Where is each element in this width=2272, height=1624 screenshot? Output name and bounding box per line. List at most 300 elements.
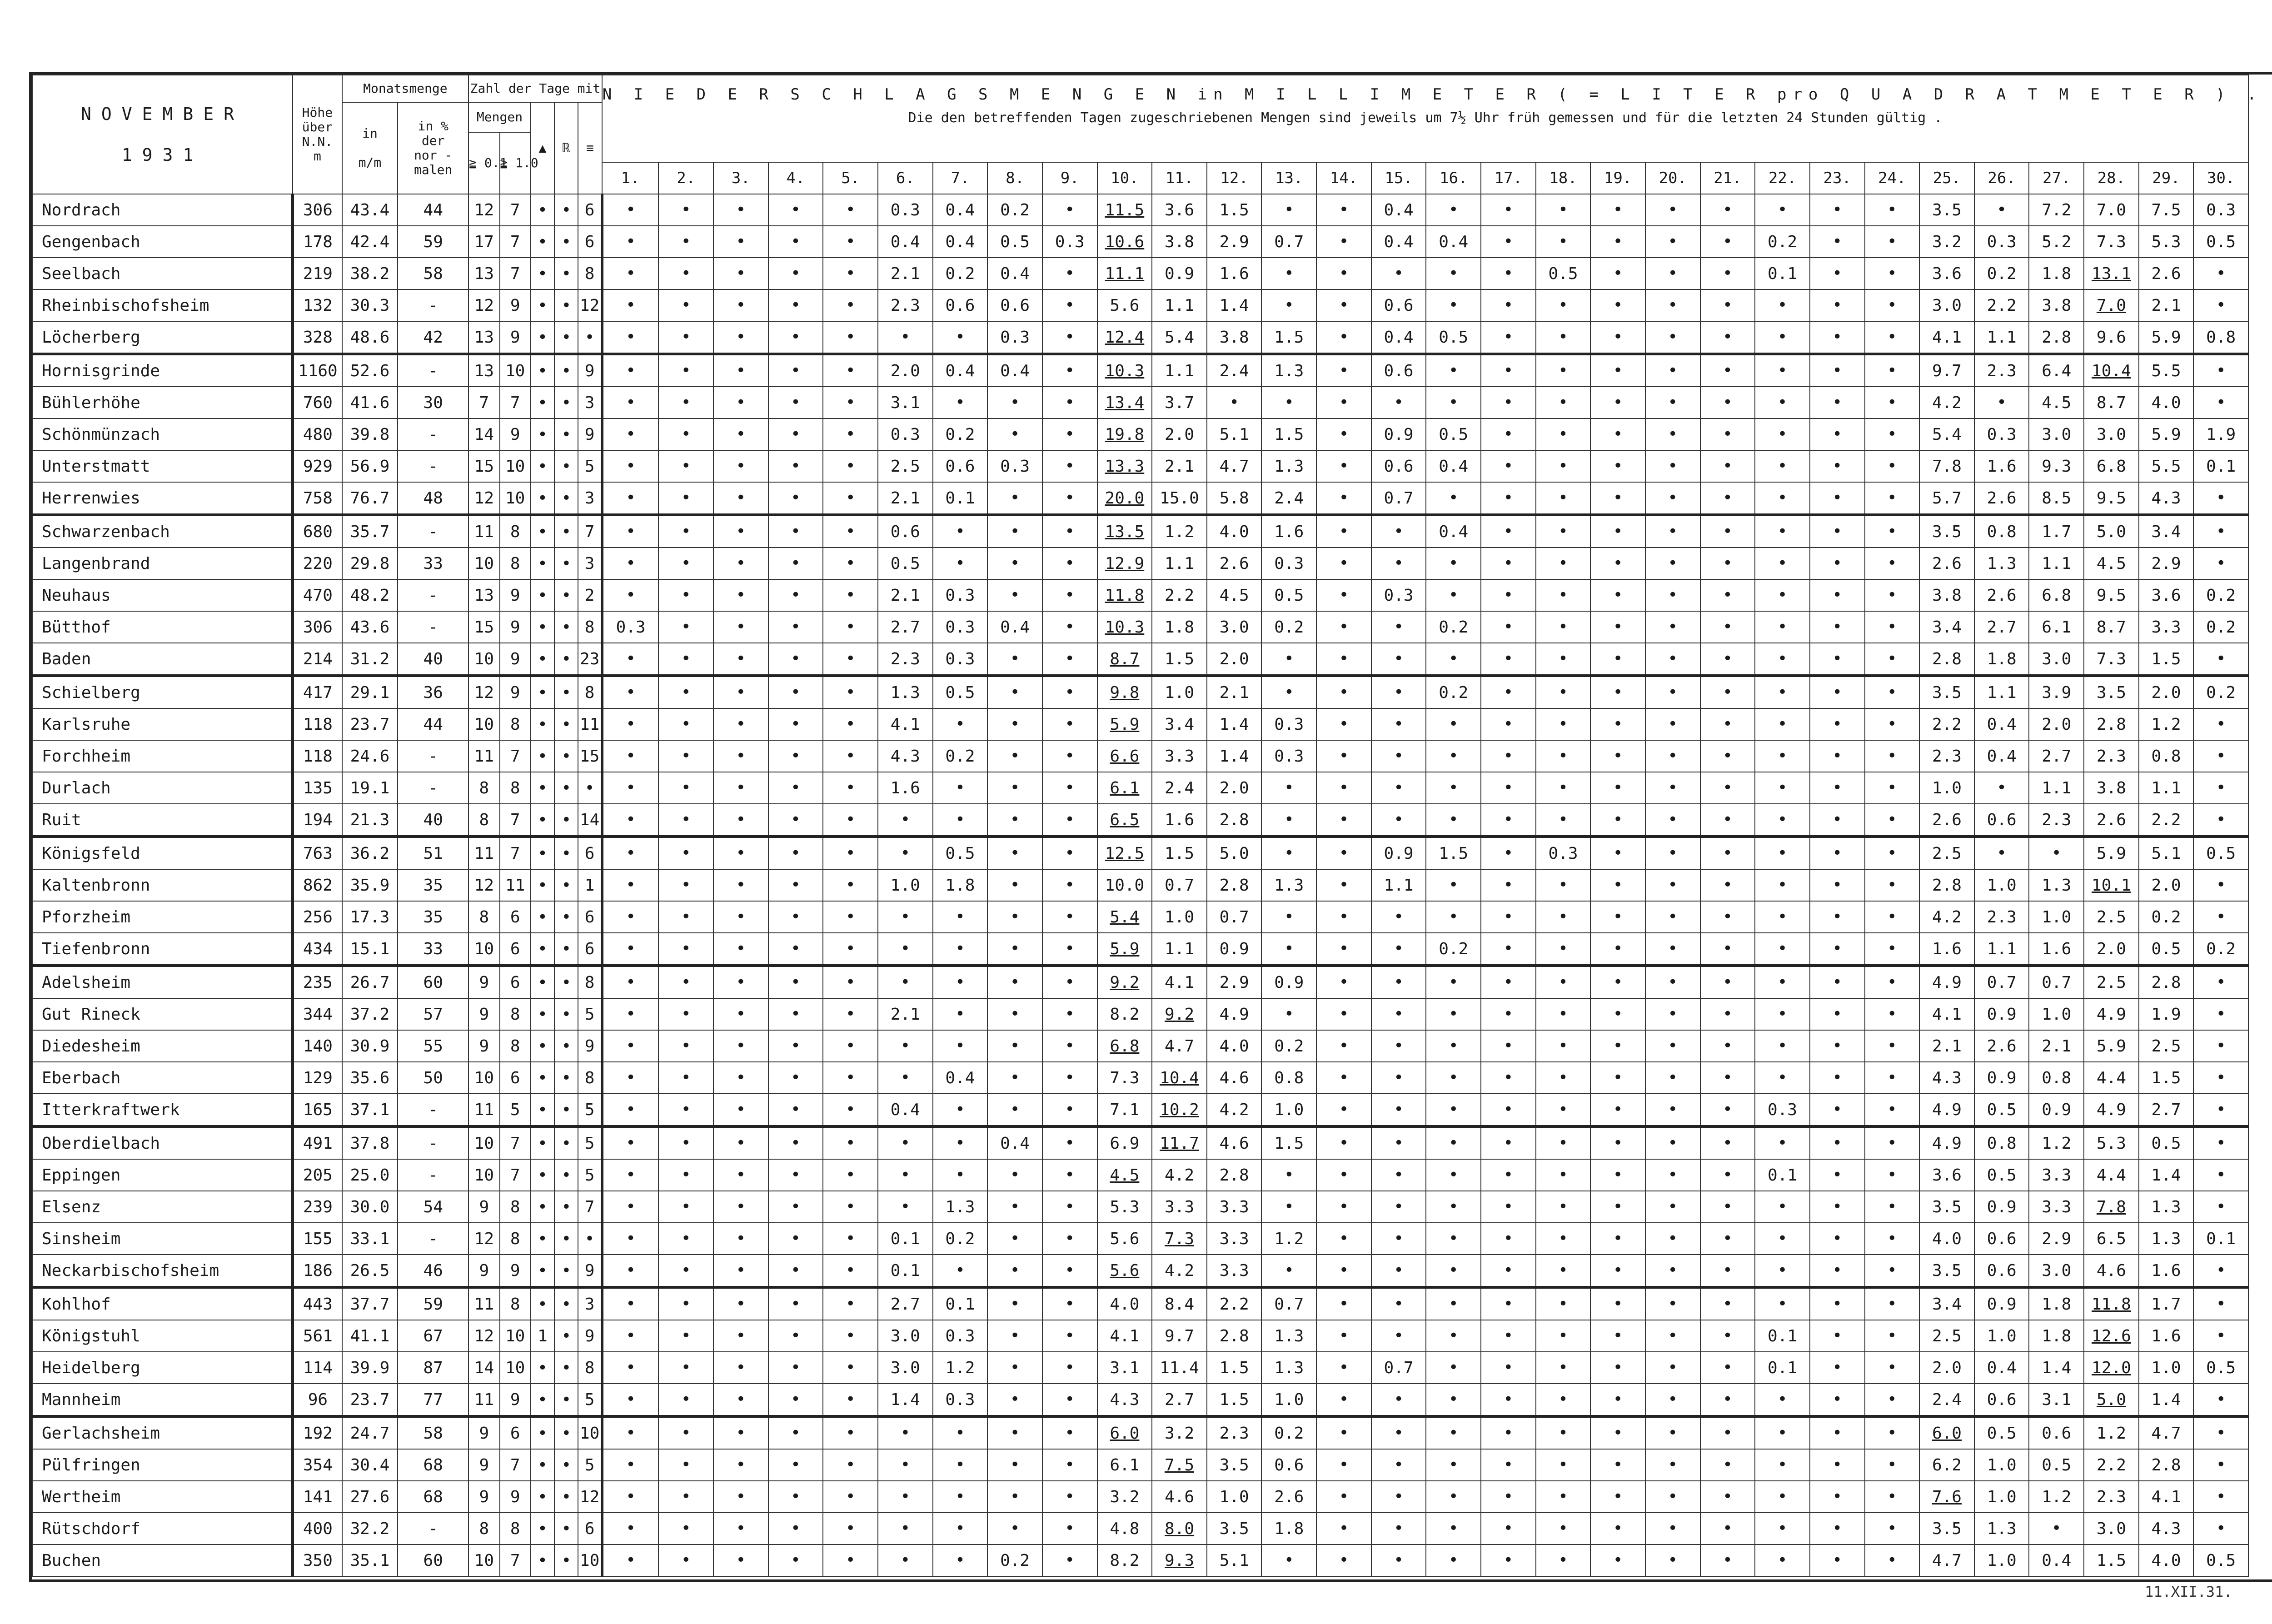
fog-days: 9 (578, 1030, 602, 1062)
daily-value: 0.4 (1426, 450, 1481, 482)
daily-value: • (1865, 772, 1920, 804)
monthly-total: 43.4 (342, 194, 398, 226)
fog-days: 7 (578, 515, 602, 548)
fog-days: 3 (578, 548, 602, 579)
hail-days: • (531, 1513, 554, 1544)
hail-days: • (531, 1030, 554, 1062)
daily-value: • (823, 837, 878, 869)
station-name: Hornisgrinde (32, 354, 293, 387)
station-row (32, 643, 2272, 676)
daily-value: • (1645, 998, 1700, 1030)
daily-value: • (1590, 1287, 1645, 1320)
daily-value: • (1536, 1159, 1591, 1191)
daily-value: • (602, 1544, 659, 1576)
daily-value: • (1645, 901, 1700, 933)
daily-value: • (1645, 321, 1700, 354)
percent-of-normal: - (398, 450, 468, 482)
station-row (32, 450, 2272, 482)
daily-value: 1.2 (2029, 1126, 2084, 1159)
daily-value: 2.8 (1919, 869, 1974, 901)
thunder-days: • (554, 740, 578, 772)
daily-value: 0.4 (1974, 1352, 2029, 1384)
percent-of-normal: 42 (398, 321, 468, 354)
daily-value: 3.1 (2029, 1384, 2084, 1416)
monthly-total: 30.4 (342, 1449, 398, 1481)
daily-value: 2.6 (1974, 1030, 2029, 1062)
daily-value: 5.9 (2139, 418, 2194, 450)
daily-value: • (1700, 1449, 1755, 1481)
daily-value: 11.8 (1097, 579, 1152, 611)
daily-value: • (987, 1320, 1042, 1352)
daily-value: • (1645, 258, 1700, 289)
daily-value: • (878, 1416, 933, 1449)
daily-value: • (1645, 1255, 1700, 1287)
daily-value: 3.6 (1919, 1159, 1974, 1191)
daily-value: 3.0 (2084, 1513, 2139, 1544)
daily-value: 3.3 (1152, 1191, 1207, 1223)
daily-value: • (658, 1352, 713, 1384)
days-ge-0-1: 14 (468, 1352, 499, 1384)
daily-value: 0.6 (987, 289, 1042, 321)
station-name: Kohlhof (32, 1287, 293, 1320)
daily-value: • (1810, 933, 1865, 966)
days-ge-0-1: 7 (468, 387, 499, 418)
daily-value: • (1865, 1352, 1920, 1384)
station-height: 443 (293, 1287, 342, 1320)
daily-value: • (987, 1481, 1042, 1513)
daily-value: • (768, 676, 823, 708)
daily-value: 3.8 (2029, 289, 2084, 321)
daily-value: • (768, 1223, 823, 1255)
daily-value: • (1810, 1449, 1865, 1481)
station-row (32, 998, 2272, 1030)
hail-days: • (531, 387, 554, 418)
daily-value: • (2193, 1191, 2248, 1223)
monthly-total: 26.7 (342, 966, 398, 998)
station-height: 491 (293, 1126, 342, 1159)
day-header: 30. (2193, 162, 2248, 194)
daily-value: 0.4 (987, 258, 1042, 289)
daily-value: 6.8 (1097, 1030, 1152, 1062)
percent-of-normal: 33 (398, 933, 468, 966)
daily-value: 5.4 (1152, 321, 1207, 354)
daily-value: • (1810, 998, 1865, 1030)
station-name: Bütthof (32, 611, 293, 643)
day-header: 20. (1645, 162, 1700, 194)
monthly-total: 52.6 (342, 354, 398, 387)
thunder-days: • (554, 998, 578, 1030)
daily-value: • (878, 1030, 933, 1062)
station-height: 306 (293, 611, 342, 643)
hail-days: • (531, 1223, 554, 1255)
daily-value: • (1700, 289, 1755, 321)
daily-value: • (1042, 1449, 1097, 1481)
daily-value: • (1481, 966, 1536, 998)
daily-value: • (2193, 901, 2248, 933)
daily-value: 0.5 (1426, 321, 1481, 354)
daily-value: 0.3 (2193, 194, 2248, 226)
daily-value: • (2029, 837, 2084, 869)
daily-value: • (1042, 515, 1097, 548)
thunder-days: • (554, 1416, 578, 1449)
daily-value: • (1261, 1191, 1316, 1223)
daily-value: • (1590, 869, 1645, 901)
daily-value: • (1645, 933, 1700, 966)
daily-value: • (1755, 1416, 1810, 1449)
daily-value: • (1700, 1513, 1755, 1544)
monthly-total: 41.1 (342, 1320, 398, 1352)
daily-value: • (713, 548, 768, 579)
daily-value: 0.3 (1371, 579, 1426, 611)
daily-value: 5.1 (1207, 418, 1262, 450)
daily-value: • (658, 1255, 713, 1287)
station-name: Mannheim (32, 1384, 293, 1416)
daily-value: • (1042, 1320, 1097, 1352)
daily-value: • (1865, 194, 1920, 226)
daily-value: 2.0 (1207, 643, 1262, 676)
station-name: Unterstmatt (32, 450, 293, 482)
fog-days: 5 (578, 1094, 602, 1126)
daily-value: 4.0 (1207, 1030, 1262, 1062)
daily-value: • (933, 1481, 988, 1513)
daily-value: • (602, 1094, 659, 1126)
daily-value: • (658, 1513, 713, 1544)
daily-value: 0.4 (933, 354, 988, 387)
daily-value: 1.1 (2139, 772, 2194, 804)
daily-value: • (987, 1416, 1042, 1449)
daily-value: • (878, 837, 933, 869)
daily-value: • (1316, 194, 1371, 226)
daily-value: • (1371, 387, 1426, 418)
daily-value: • (1590, 1094, 1645, 1126)
daily-value: 2.9 (1207, 966, 1262, 998)
daily-value: • (1810, 901, 1865, 933)
daily-value: • (2193, 1481, 2248, 1513)
monthly-total: 41.6 (342, 387, 398, 418)
daily-value: • (658, 643, 713, 676)
monthly-total: 42.4 (342, 226, 398, 258)
daily-value: • (1974, 194, 2029, 226)
daily-value: 1.4 (1207, 289, 1262, 321)
daily-value: 7.0 (2084, 194, 2139, 226)
daily-value: • (658, 933, 713, 966)
days-ge-0-1: 10 (468, 1126, 499, 1159)
daily-value: • (1865, 740, 1920, 772)
daily-value: 1.7 (2029, 515, 2084, 548)
daily-value: 2.5 (1919, 1320, 1974, 1352)
station-row (32, 579, 2272, 611)
daily-value: • (1481, 226, 1536, 258)
station-row (32, 1223, 2272, 1255)
daily-value: 2.8 (1919, 643, 1974, 676)
daily-value: • (1810, 1416, 1865, 1449)
daily-value: 2.1 (1919, 1030, 1974, 1062)
daily-value: • (987, 998, 1042, 1030)
daily-value: • (823, 1384, 878, 1416)
daily-value: • (1481, 354, 1536, 387)
daily-value: 0.2 (987, 194, 1042, 226)
daily-value: • (1755, 194, 1810, 226)
daily-value: • (1536, 1481, 1591, 1513)
daily-value: • (987, 1191, 1042, 1223)
daily-value: 9.7 (1919, 354, 1974, 387)
daily-value: 0.5 (2029, 1449, 2084, 1481)
daily-value: • (1865, 482, 1920, 515)
thunder-days: • (554, 1352, 578, 1384)
daily-value: 0.8 (2029, 1062, 2084, 1094)
fog-days: 3 (578, 482, 602, 515)
daily-value: 0.4 (1371, 194, 1426, 226)
daily-value: • (1700, 901, 1755, 933)
days-ge-0-1: 12 (468, 869, 499, 901)
daily-value: • (1810, 611, 1865, 643)
daily-value: • (1261, 676, 1316, 708)
daily-value: 2.6 (1261, 1481, 1316, 1513)
daily-value: 4.6 (2084, 1255, 2139, 1287)
station-height: 239 (293, 1191, 342, 1223)
days-ge-0-1: 12 (468, 482, 499, 515)
daily-value: • (1755, 548, 1810, 579)
day-header: 9. (1042, 162, 1097, 194)
daily-value: • (1261, 289, 1316, 321)
station-height: 194 (293, 804, 342, 837)
daily-value: • (823, 579, 878, 611)
daily-value: • (1481, 258, 1536, 289)
daily-value: • (713, 482, 768, 515)
daily-value: 2.1 (878, 258, 933, 289)
daily-value: • (1536, 643, 1591, 676)
daily-value: 0.5 (933, 837, 988, 869)
precipitation-sheet (29, 72, 2272, 1582)
fog-days: 23 (578, 643, 602, 676)
daily-value: • (713, 1191, 768, 1223)
daily-value: • (602, 966, 659, 998)
percent-of-normal: - (398, 1223, 468, 1255)
daily-value: • (1700, 1159, 1755, 1191)
daily-value: 1.1 (1974, 933, 2029, 966)
thunder-days: • (554, 1513, 578, 1544)
daily-value: 4.1 (1097, 1320, 1152, 1352)
station-name: Gengenbach (32, 226, 293, 258)
daily-value: 0.9 (1974, 998, 2029, 1030)
daily-value: • (878, 1544, 933, 1576)
days-ge-1-0: 8 (500, 1513, 531, 1544)
station-row (32, 837, 2272, 869)
daily-value: 4.3 (878, 740, 933, 772)
daily-value: • (602, 804, 659, 837)
daily-value: • (1700, 321, 1755, 354)
daily-value: • (768, 387, 823, 418)
daily-value: 1.8 (2029, 1320, 2084, 1352)
daily-value: • (1316, 966, 1371, 998)
daily-value: • (1974, 772, 2029, 804)
daily-value: • (1645, 194, 1700, 226)
station-row (32, 1062, 2272, 1094)
daily-value: • (823, 1159, 878, 1191)
daily-value: • (933, 708, 988, 740)
daily-value: • (1042, 1094, 1097, 1126)
daily-value: • (1371, 611, 1426, 643)
daily-value: 9.2 (1152, 998, 1207, 1030)
days-ge-0-1: 11 (468, 1287, 499, 1320)
daily-value: 0.3 (1536, 837, 1591, 869)
daily-value: • (1865, 708, 1920, 740)
daily-value: 1.4 (1207, 740, 1262, 772)
monthly-total: 33.1 (342, 1223, 398, 1255)
daily-value: 5.6 (1097, 1223, 1152, 1255)
daily-value: • (658, 1449, 713, 1481)
daily-value: • (823, 1062, 878, 1094)
daily-value: 4.6 (1152, 1481, 1207, 1513)
monthly-total: 36.2 (342, 837, 398, 869)
daily-value: • (1645, 418, 1700, 450)
daily-value: • (1645, 837, 1700, 869)
daily-value: • (713, 1287, 768, 1320)
daily-value: 0.5 (1261, 579, 1316, 611)
daily-value: 1.5 (2084, 1544, 2139, 1576)
daily-value: • (823, 387, 878, 418)
daily-value: • (1645, 1159, 1700, 1191)
daily-value: 1.1 (1974, 676, 2029, 708)
daily-value: 2.7 (1152, 1384, 1207, 1416)
daily-value: • (1536, 1449, 1591, 1481)
daily-value: 1.0 (1974, 1449, 2029, 1481)
daily-value: • (1865, 289, 1920, 321)
daily-value: • (1481, 515, 1536, 548)
daily-value: • (1865, 1449, 1920, 1481)
station-name: Neuhaus (32, 579, 293, 611)
daily-value: 3.9 (2029, 676, 2084, 708)
daily-value: 2.4 (1919, 1384, 1974, 1416)
station-height: 306 (293, 194, 342, 226)
daily-value: • (768, 1062, 823, 1094)
daily-value: • (602, 643, 659, 676)
daily-value: • (1700, 1030, 1755, 1062)
daily-value: • (878, 1191, 933, 1223)
daily-value: 1.1 (1371, 869, 1426, 901)
daily-value: • (2193, 998, 2248, 1030)
daily-value: 0.6 (1371, 289, 1426, 321)
daily-value: 1.0 (1152, 901, 1207, 933)
daily-value: • (768, 1159, 823, 1191)
daily-value: • (1865, 1481, 1920, 1513)
daily-value: 2.1 (2029, 1030, 2084, 1062)
daily-value: • (2193, 1449, 2248, 1481)
daily-value: 0.7 (1261, 226, 1316, 258)
monthly-total: 37.2 (342, 998, 398, 1030)
daily-value: 0.6 (1974, 1223, 2029, 1255)
daily-value: • (823, 740, 878, 772)
percent-of-normal: 59 (398, 1287, 468, 1320)
daily-value: 3.8 (1152, 226, 1207, 258)
daily-value: • (2193, 1513, 2248, 1544)
station-row (32, 611, 2272, 643)
daily-value: • (2193, 643, 2248, 676)
daily-value: 1.0 (878, 869, 933, 901)
daily-value: • (1042, 1544, 1097, 1576)
hail-days: • (531, 1449, 554, 1481)
daily-value: • (1426, 1223, 1481, 1255)
daily-value: 0.4 (1426, 515, 1481, 548)
daily-value: 0.5 (878, 548, 933, 579)
daily-value: 4.9 (2084, 1094, 2139, 1126)
daily-value: • (1316, 321, 1371, 354)
daily-value: • (1700, 998, 1755, 1030)
daily-value: 3.0 (1207, 611, 1262, 643)
daily-value: • (1645, 611, 1700, 643)
title-cell (602, 75, 2263, 162)
daily-value: • (1481, 289, 1536, 321)
daily-value: • (1865, 258, 1920, 289)
daily-value: • (1042, 676, 1097, 708)
fog-days: 3 (578, 1287, 602, 1320)
daily-value: • (1645, 1352, 1700, 1384)
daily-value: • (1590, 1159, 1645, 1191)
daily-value: • (987, 1030, 1042, 1062)
daily-value: 5.6 (1097, 289, 1152, 321)
daily-value: • (1536, 1544, 1591, 1576)
daily-value: 2.0 (2029, 708, 2084, 740)
daily-value: • (602, 579, 659, 611)
hail-days: • (531, 1481, 554, 1513)
daily-value: • (1042, 1352, 1097, 1384)
daily-value: 4.7 (1152, 1030, 1207, 1062)
daily-value: 4.5 (1207, 579, 1262, 611)
daily-value: • (1316, 804, 1371, 837)
daily-value: • (713, 1513, 768, 1544)
daily-value: 0.4 (1371, 226, 1426, 258)
daily-value: • (1755, 1062, 1810, 1094)
daily-value: 4.1 (2139, 1481, 2194, 1513)
daily-value: 4.3 (1097, 1384, 1152, 1416)
daily-value: • (987, 933, 1042, 966)
daily-value: • (1645, 1191, 1700, 1223)
daily-value: 2.9 (2029, 1223, 2084, 1255)
daily-value: • (1700, 194, 1755, 226)
daily-value: • (658, 1320, 713, 1352)
daily-value: • (1865, 611, 1920, 643)
daily-value: • (1042, 548, 1097, 579)
daily-value: • (1645, 1449, 1700, 1481)
daily-value: 0.5 (2193, 1352, 2248, 1384)
daily-value: • (1481, 194, 1536, 226)
daily-value: 9.8 (1097, 676, 1152, 708)
daily-value: • (713, 450, 768, 482)
daily-value: • (1865, 1287, 1920, 1320)
daily-value: • (987, 1384, 1042, 1416)
daily-value: • (2193, 289, 2248, 321)
station-name: Diedesheim (32, 1030, 293, 1062)
daily-value: • (823, 998, 878, 1030)
station-name: Herrenwies (32, 482, 293, 515)
daily-value: • (1481, 579, 1536, 611)
daily-value: 7.0 (2084, 289, 2139, 321)
daily-value: 2.3 (1207, 1416, 1262, 1449)
daily-value: • (1316, 901, 1371, 933)
daily-value: • (878, 1126, 933, 1159)
daily-value: 4.0 (1097, 1287, 1152, 1320)
daily-value: 0.2 (933, 740, 988, 772)
daily-value: 4.1 (1152, 966, 1207, 998)
daily-value: 0.6 (1371, 354, 1426, 387)
daily-value: • (1042, 869, 1097, 901)
daily-value: 3.0 (2029, 418, 2084, 450)
daily-value: 0.3 (878, 418, 933, 450)
station-height: 135 (293, 772, 342, 804)
daily-value: • (1316, 579, 1371, 611)
days-ge-0-1: 13 (468, 321, 499, 354)
daily-value: 7.5 (1152, 1449, 1207, 1481)
